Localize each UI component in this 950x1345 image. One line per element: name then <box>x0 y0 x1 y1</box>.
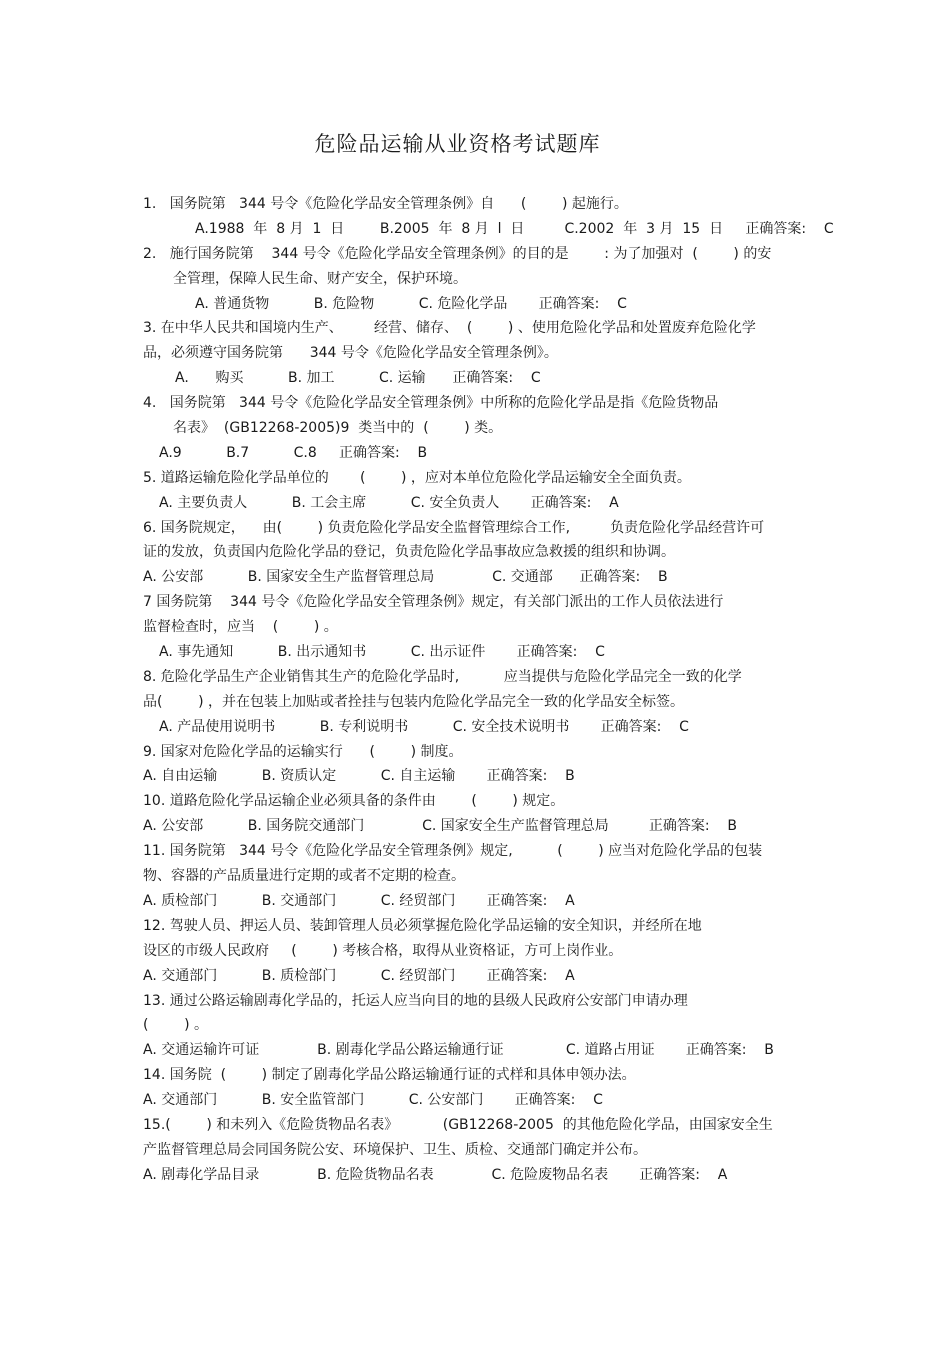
question-text: 2. 施行国务院第 344 号令《危险化学品安全管理条例》的目的是 : 为了加强对 ( ) 的安 <box>143 245 772 262</box>
question-text: 1. 国务院第 344 号令《危险化学品安全管理条例》自 ( ) 起施行。 <box>143 196 628 212</box>
question-text: 12. 驾驶人员、押运人员、装卸管理人员必须掌握危险化学品运输的安全知识，并经所在地 <box>143 917 702 934</box>
question-options: A.9 B.7 C.8 正确答案: B <box>159 444 428 461</box>
question-item <box>143 391 813 466</box>
question-item <box>143 1063 813 1113</box>
question-text: 8. 危险化学品生产企业销售其生产的危险化学品时, 应当提供与危险化学品完全一致的化学 <box>143 668 742 685</box>
question-text: 品，必须遵守国务院第 344 号令《危险化学品安全管理条例》。 <box>143 345 558 362</box>
question-item <box>143 665 813 740</box>
question-options: A. 剧毒化学品目录 B. 危险货物品名表 C. 危险废物品名表 正确答案: A <box>143 1166 728 1183</box>
question-options: A. 公安部 B. 国家安全生产监督管理总局 C. 交通部 正确答案: B <box>143 569 668 586</box>
question-text: ( ) 。 <box>143 1017 208 1034</box>
question-text: 7 国务院第 344 号令《危险化学品安全管理条例》规定，有关部门派出的工作人员依法进行 <box>143 594 724 611</box>
question-list <box>143 192 834 1188</box>
question-options: A. 事先通知 B. 出示通知书 C. 出示证件 正确答案: C <box>159 644 605 661</box>
question-options: A. 产品使用说明书 B. 专利说明书 C. 安全技术说明书 正确答案: C <box>159 718 689 735</box>
question-options: A. 公安部 B. 国务院交通部门 C. 国家安全生产监督管理总局 正确答案: B <box>143 818 737 835</box>
question-item <box>143 516 813 591</box>
question-options: A. 普通货物 B. 危险物 C. 危险化学品 正确答案: C <box>195 295 627 312</box>
question-item <box>143 914 813 989</box>
question-item <box>143 740 813 790</box>
question-text: 5. 道路运输危险化学品单位的 ( ) ，应对本单位危险化学品运输安全全面负责。 <box>143 469 691 486</box>
question-text: 全管理，保障人民生命、财产安全，保护环境。 <box>173 270 467 287</box>
question-item <box>143 466 813 516</box>
question-options: A. 交通部门 B. 安全监管部门 C. 公安部门 正确答案: C <box>143 1092 603 1109</box>
question-item <box>143 839 813 914</box>
question-text: 名表》 (GB12268-2005)9 类当中的 ( ) 类。 <box>173 420 503 437</box>
question-text: 13. 通过公路运输剧毒化学品的，托运人应当向目的地的县级人民政府公安部门申请办理 <box>143 992 688 1009</box>
question-text: 产监督管理总局会同国务院公安、环境保护、卫生、质检、交通部门确定并公布。 <box>143 1141 647 1158</box>
question-item <box>143 316 813 391</box>
question-text: 品( ) ，并在包装上加贴或者拴挂与包装内危险化学品完全一致的化学品安全标签。 <box>143 693 684 710</box>
question-item <box>143 192 834 242</box>
question-text: 设区的市级人民政府 ( ) 考核合格，取得从业资格证，方可上岗作业。 <box>143 942 623 959</box>
question-text: 物、容器的产品质量进行定期的或者不定期的检查。 <box>143 868 465 885</box>
question-options: A. 交通部门 B. 质检部门 C. 经贸部门 正确答案: A <box>143 967 575 984</box>
question-item <box>143 1113 813 1188</box>
question-text: 4. 国务院第 344 号令《危险化学品安全管理条例》中所称的危险化学品是指《危险货物品 <box>143 395 719 412</box>
question-options: A. 主要负责人 B. 工会主席 C. 安全负责人 正确答案: A <box>159 494 619 511</box>
question-text: 6. 国务院规定， 由( ) 负责危险化学品安全监督管理综合工作, 负责危险化学品经营许可 <box>143 519 765 536</box>
question-text: 11. 国务院第 344 号令《危险化学品安全管理条例》规定, ( ) 应当对危险化学品的包装 <box>143 843 763 860</box>
question-text: 9. 国家对危险化学品的运输实行 ( ) 制度。 <box>143 743 463 760</box>
question-options: A. 购买 B. 加工 C. 运输 正确答案: C <box>175 370 541 387</box>
question-text: 3. 在中华人民共和国境内生产、 经营、储存、 ( ) 、使用危险化学品和处置废弃危险化学 <box>143 320 756 337</box>
question-item <box>143 590 813 665</box>
question-text: 证的发放，负责国内危险化学品的登记，负责危险化学品事故应急救援的组织和协调。 <box>143 544 675 561</box>
question-item <box>143 789 813 839</box>
question-options: A. 交通运输许可证 B. 剧毒化学品公路运输通行证 C. 道路占用证 正确答案: B <box>143 1042 774 1059</box>
question-text: 监督检查时，应当 ( ) 。 <box>143 619 338 636</box>
page-title: 危险品运输从业资格考试题库 <box>314 132 601 156</box>
question-item <box>143 242 813 317</box>
question-text: 15.( ) 和未列入《危险货物品名表》 (GB12268-2005 的其他危险化学品，由国家安全生 <box>143 1116 773 1133</box>
question-options: A.1988 年 8 月 1 日 B.2005 年 8 月 l 日 C.2002 年 3 月 15 日 正确答案: C <box>195 220 834 237</box>
question-options: A. 质检部门 B. 交通部门 C. 经贸部门 正确答案: A <box>143 892 575 909</box>
question-text: 14. 国务院 ( ) 制定了剧毒化学品公路运输通行证的式样和具体申领办法。 <box>143 1067 636 1084</box>
question-options: A. 自由运输 B. 资质认定 C. 自主运输 正确答案: B <box>143 768 575 785</box>
question-text: 10. 道路危险化学品运输企业必须具备的条件由 ( ) 规定。 <box>143 793 565 810</box>
question-item <box>143 989 813 1064</box>
